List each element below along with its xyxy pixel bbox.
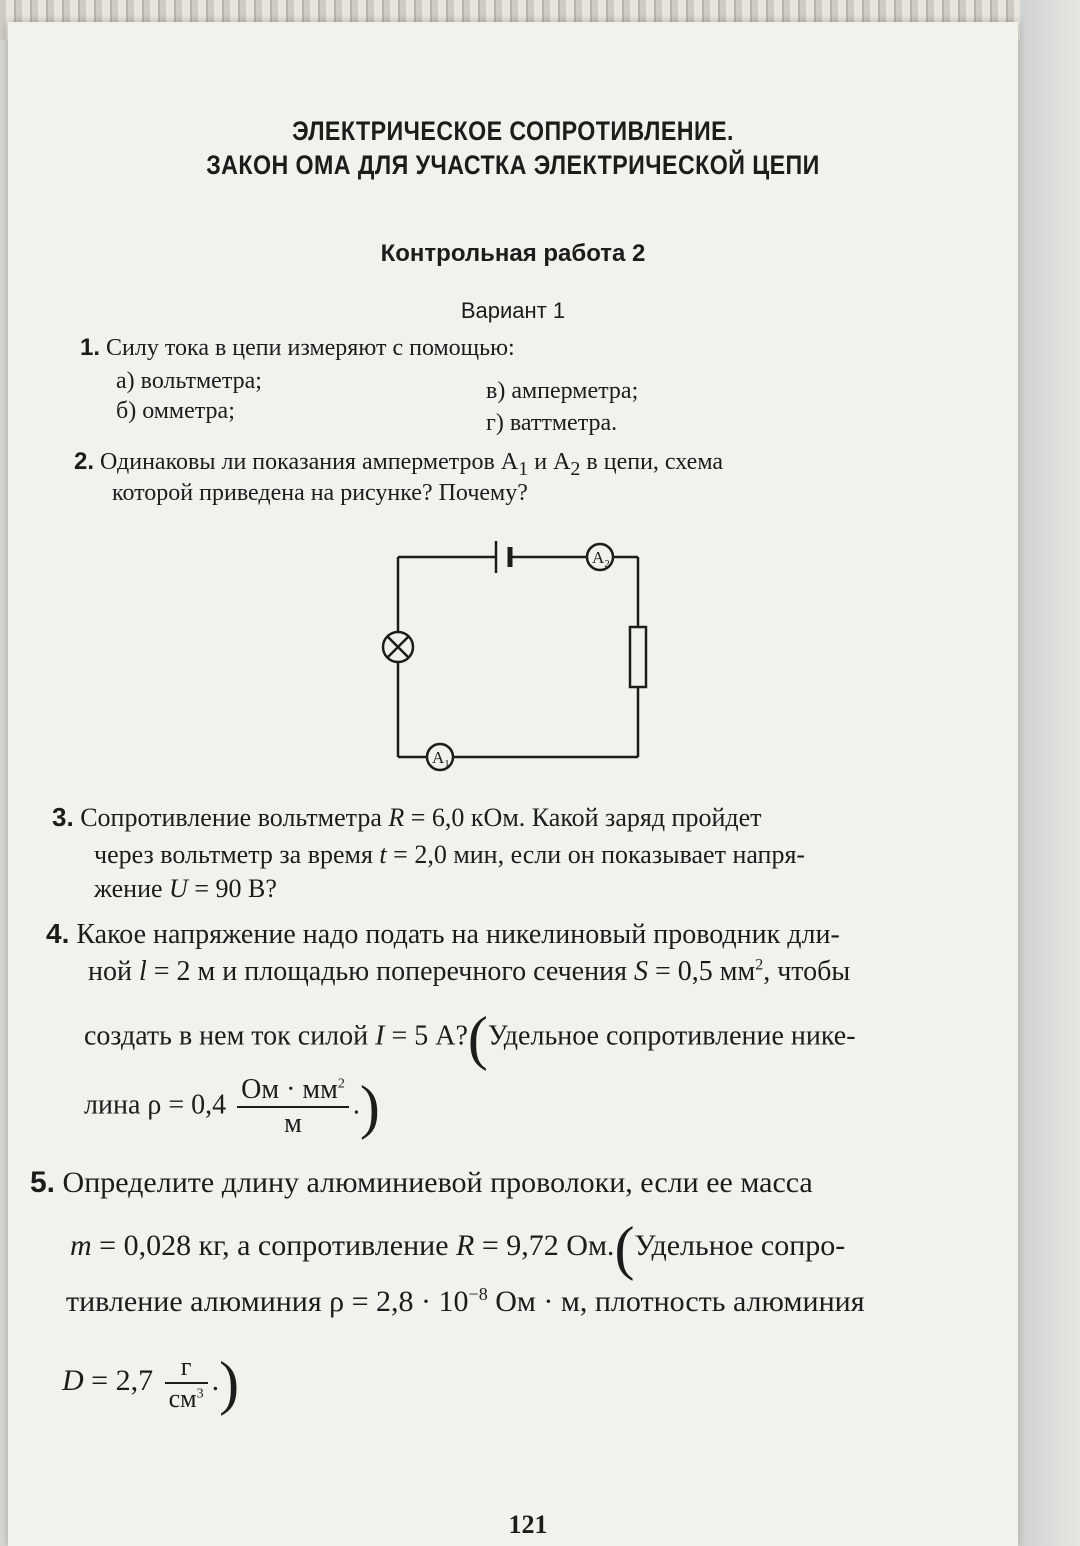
q5-frac-numerator: г [165,1352,208,1384]
q4-frac-numerator [237,1074,349,1108]
q1-option-a: а) вольтметра; [116,368,262,394]
question-2 [74,448,723,481]
variant-label: Вариант 1 [460,298,566,323]
test-title: Контрольная работа 2 [380,240,646,267]
q5-text-e: Ом · м, плотность алюминия [487,1285,865,1318]
q5-line2 [70,1215,846,1281]
q4-close-paren: ) [359,1074,380,1140]
q5-var-m: m [70,1228,92,1262]
q3-text-b: = 6,0 кОм. Какой заряд пройдет [404,803,762,832]
q5-text-end: . [211,1363,220,1397]
ammeter-a2-label: $A_2$ [592,548,610,570]
q2-text-c: в цепи, схема [580,449,723,475]
q1-option-g: г) ваттметра. [486,410,618,436]
question-text: Силу тока в цепи измеряют с помощью: [106,335,515,361]
q4-text-b: = 2 м и площадью поперечного сечения [146,956,634,987]
q3-text-a: Сопротивление вольтметра [80,803,389,832]
q4-open-paren: ( [467,1005,488,1071]
q3-var-t: t [379,840,387,869]
question-3 [52,802,762,833]
q4-var-s: S [633,956,648,987]
next-page-edge [1020,0,1080,1546]
q4-fraction [237,1074,349,1140]
q3-var-u: U [169,874,188,903]
question-1 [80,334,515,362]
q3-line2 [94,840,805,870]
question-number: 5. [30,1166,56,1199]
q4-text-d: , чтобы [763,956,851,987]
chapter-title-line1: ЭЛЕКТРИЧЕСКОЕ СОПРОТИВЛЕНИЕ. [292,116,734,146]
q4-frac-num-text: Ом · мм [241,1074,338,1105]
page-number: 121 [508,1510,548,1539]
question-number: 4. [46,918,70,949]
q4-text-a: ной [88,956,139,987]
q5-var-d: D [62,1363,84,1397]
q4-text-e: создать в нем ток силой [84,1020,376,1052]
resistor-symbol [630,627,646,687]
q5-text-d: тивление алюминия ρ = 2,8 · 10 [66,1285,469,1318]
q5-frac-denominator [165,1384,208,1414]
q5-frac-den-sup: 3 [196,1386,204,1402]
book-page [8,22,1018,1546]
q5-text-line1: Определите длину алюминиевой проволоки, если ее масса [62,1166,813,1199]
q5-close-paren: ) [219,1350,240,1416]
ammeter-a1-label: $A_1$ [432,748,450,770]
q4-text-c: = 0,5 мм [647,956,756,987]
q4-line2 [88,956,850,988]
q3-text-e: жение [94,874,170,903]
q4-text-g: Удельное сопротивление нике- [487,1020,856,1052]
q3-line3 [94,874,277,904]
q2-text-b: и A [528,449,571,475]
q3-text-d: = 2,0 мин, если он показывает напря- [386,840,806,869]
q5-text-a: = 0,028 кг, а сопротивление [91,1228,457,1262]
q4-line4 [84,1074,380,1140]
q4-line3 [84,1005,856,1071]
q5-line3 [66,1284,865,1319]
q5-text-b: = 9,72 Ом. [474,1228,615,1262]
q2-line2: которой приведена на рисунке? Почему? [112,480,528,506]
q4-text-h: лина ρ = 0,4 [84,1089,227,1121]
chapter-title-line2: ЗАКОН ОМА ДЛЯ УЧАСТКА ЭЛЕКТРИЧЕСКОЙ ЦЕПИ [206,150,820,180]
question-4 [46,918,840,951]
question-5 [30,1166,813,1200]
q2-sub1: 1 [518,457,529,480]
q4-text-line1: Какое напряжение надо подать на никелиновый проводник дли- [76,919,840,950]
q5-var-r: R [456,1228,475,1262]
q4-frac-denominator: м [284,1108,302,1139]
q4-var-l: l [138,956,147,987]
q2-text-a: Одинаковы ли показания амперметров A [100,449,519,475]
q4-sup: 2 [755,956,764,974]
q5-open-paren: ( [614,1215,635,1281]
circuit-diagram [368,537,648,777]
q4-var-i: I [375,1020,385,1052]
q4-text-end: . [352,1089,360,1121]
q5-text-f: = 2,7 [83,1363,154,1397]
q4-frac-num-sup: 2 [337,1076,345,1092]
q3-var-r: R [388,803,405,832]
q3-text-c: через вольтметр за время [94,840,380,869]
question-number: 2. [74,448,95,475]
q5-fraction [165,1352,208,1414]
q1-option-v: в) амперметра; [486,378,639,404]
q1-option-b: б) омметра; [116,398,235,424]
q4-text-f: = 5 А? [384,1020,468,1052]
q3-text-f: = 90 В? [187,874,277,903]
question-number: 3. [52,802,74,832]
q5-text-c: Удельное сопро- [634,1228,846,1262]
question-number: 1. [80,334,101,361]
q5-sup: −8 [468,1284,488,1304]
q5-line4 [62,1352,239,1414]
q5-frac-den-text: см [168,1384,197,1413]
q2-sub2: 2 [570,457,581,480]
